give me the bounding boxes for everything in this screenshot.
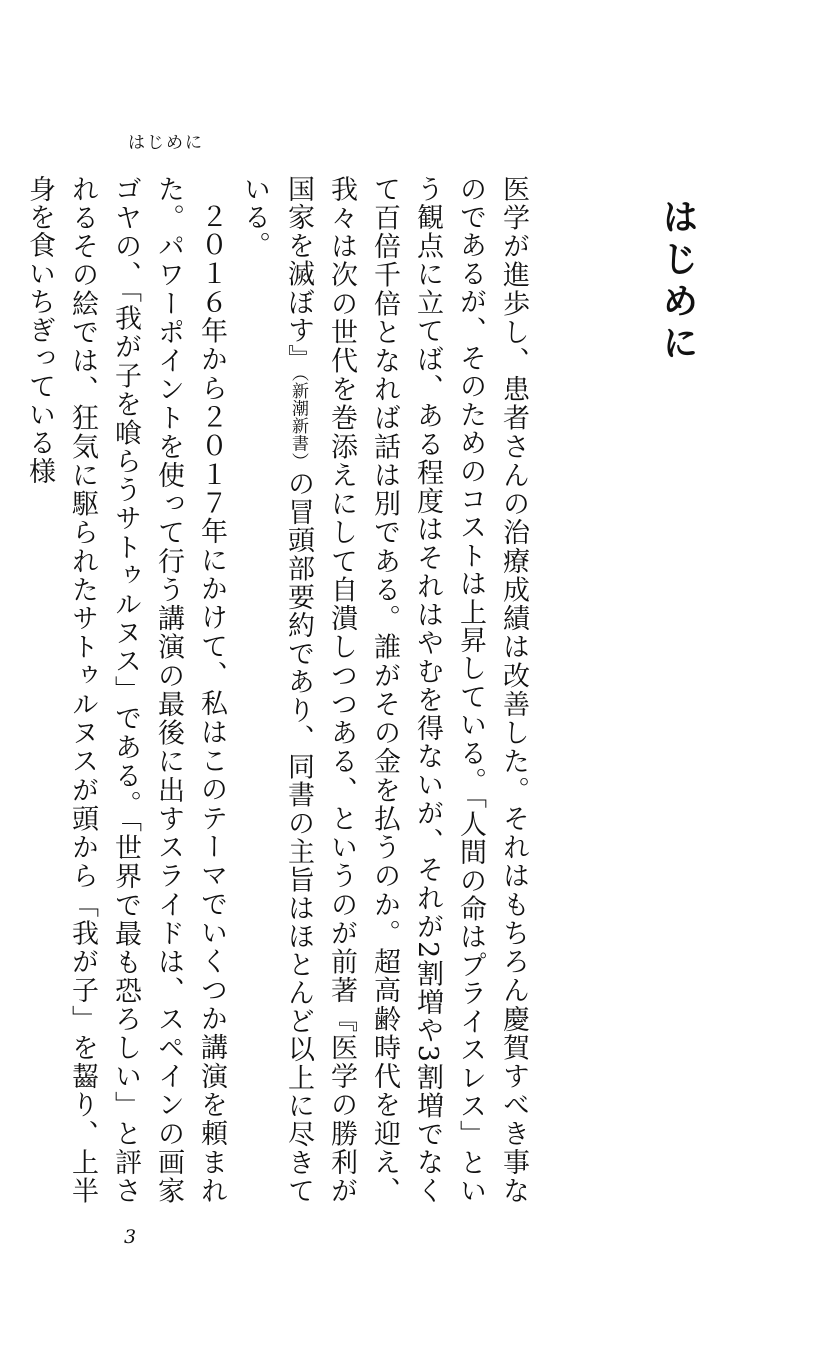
paragraph-1-continuation: の冒頭部要約であり、同書の主旨はほとんど以上に尽きている。 — [239, 175, 314, 1206]
paragraph-1 — [233, 175, 535, 1205]
chapter-title: はじめに — [657, 198, 699, 366]
paragraph-2: ２０１６年から２０１７年にかけて、私はこのテーマでいくつか講演を頼まれた。パワーポイントを使って行う講演の最後に出すスライドは、スペインの画家ゴヤの、「我が子を喰らうサトゥルヌス」である。「世界で最も恐ろしい」と評されるその絵では、狂気に駆られたサトゥルヌスが頭から「我が子」を齧り、上半身を食いちぎっている様 — [24, 175, 227, 1205]
paragraph-1-text: 医学が進歩し、患者さんの治療成績は改善した。それはもちろん慶賀すべき事なのであるが、そのためのコストは上昇している。「人間の命はプライスレス」という観点に立てば、ある程度はそれはやむを得ないが、それが2割増や3割増でなくて百倍千倍となれば話は別である。誰がその金を払うのか。超高齢時代を迎え、我々は次の世代を巻添えにして自潰しつつある、というのが前著『医学の勝利が国家を滅ぼす』 — [283, 175, 529, 1205]
running-header: はじめに — [128, 133, 204, 153]
body-text — [18, 175, 535, 1205]
publisher-note: （新潮新書） — [288, 372, 308, 470]
page-number: 3 — [124, 1226, 137, 1248]
